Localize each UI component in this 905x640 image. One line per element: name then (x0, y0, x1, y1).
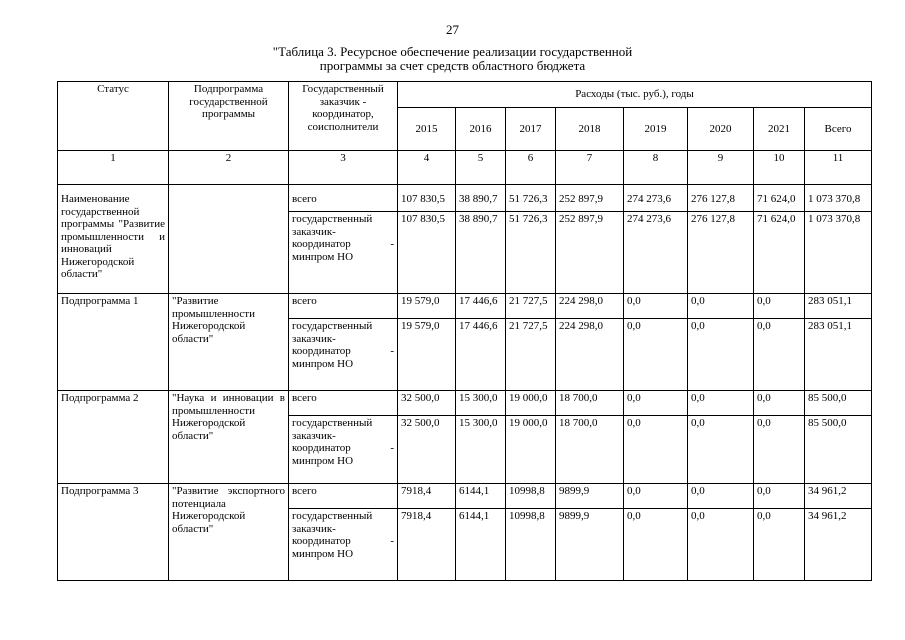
value-cell: 71 624,0 (754, 185, 805, 212)
status-cell: Подпрограмма 3 (58, 484, 169, 581)
column-number: 4 (398, 151, 456, 185)
total-cell: 283 051,1 (805, 319, 872, 391)
header-total: Всего (805, 108, 872, 151)
value-cell: 252 897,9 (556, 185, 624, 212)
value-cell: 274 273,6 (624, 212, 688, 294)
total-cell: 85 500,0 (805, 416, 872, 484)
value-cell: 0,0 (754, 319, 805, 391)
value-cell: 21 727,5 (506, 294, 556, 319)
value-cell: 0,0 (624, 391, 688, 416)
page-title (0, 45, 905, 73)
customer-cell: всего (289, 484, 398, 509)
value-cell: 276 127,8 (688, 185, 754, 212)
value-cell: 15 300,0 (456, 391, 506, 416)
value-cell: 0,0 (688, 319, 754, 391)
value-cell: 71 624,0 (754, 212, 805, 294)
value-cell: 18 700,0 (556, 416, 624, 484)
header-year: 2015 (398, 108, 456, 151)
table-row (58, 294, 872, 319)
value-cell: 38 890,7 (456, 212, 506, 294)
value-cell: 19 000,0 (506, 391, 556, 416)
subprogram-cell (169, 185, 289, 294)
column-number: 11 (805, 151, 872, 185)
column-number: 3 (289, 151, 398, 185)
column-number: 6 (506, 151, 556, 185)
value-cell: 10998,8 (506, 509, 556, 581)
value-cell: 19 579,0 (398, 294, 456, 319)
column-number: 9 (688, 151, 754, 185)
header-expenses: Расходы (тыс. руб.), годы (398, 82, 872, 108)
header-year: 2018 (556, 108, 624, 151)
value-cell: 10998,8 (506, 484, 556, 509)
column-number: 10 (754, 151, 805, 185)
header-status: Статус (58, 82, 169, 151)
column-number: 8 (624, 151, 688, 185)
value-cell: 32 500,0 (398, 391, 456, 416)
value-cell: 252 897,9 (556, 212, 624, 294)
header-year: 2020 (688, 108, 754, 151)
value-cell: 0,0 (624, 416, 688, 484)
value-cell: 0,0 (624, 319, 688, 391)
value-cell: 0,0 (754, 416, 805, 484)
subprogram-cell: "Наука и инновации в промышленности Нижегородской области" (169, 391, 289, 484)
value-cell: 19 000,0 (506, 416, 556, 484)
value-cell: 18 700,0 (556, 391, 624, 416)
value-cell: 276 127,8 (688, 212, 754, 294)
value-cell: 0,0 (688, 509, 754, 581)
value-cell: 0,0 (624, 484, 688, 509)
column-number: 1 (58, 151, 169, 185)
value-cell: 15 300,0 (456, 416, 506, 484)
column-number: 2 (169, 151, 289, 185)
status-cell: Подпрограмма 2 (58, 391, 169, 484)
value-cell: 0,0 (688, 484, 754, 509)
value-cell: 0,0 (624, 294, 688, 319)
table-row (58, 391, 872, 416)
resource-table (57, 81, 872, 581)
value-cell: 32 500,0 (398, 416, 456, 484)
header-year: 2021 (754, 108, 805, 151)
value-cell: 19 579,0 (398, 319, 456, 391)
customer-cell: всего (289, 294, 398, 319)
table-row (58, 484, 872, 509)
customer-cell: государственный заказчик-координатор - минпром НО (289, 509, 398, 581)
page-number: 27 (446, 22, 459, 37)
value-cell: 0,0 (688, 391, 754, 416)
header-subprogram: Подпрограмма государственной программы (169, 82, 289, 151)
value-cell: 107 830,5 (398, 185, 456, 212)
value-cell: 107 830,5 (398, 212, 456, 294)
customer-cell: всего (289, 185, 398, 212)
column-number: 5 (456, 151, 506, 185)
value-cell: 0,0 (754, 484, 805, 509)
header-year: 2016 (456, 108, 506, 151)
total-cell: 34 961,2 (805, 509, 872, 581)
value-cell: 0,0 (754, 391, 805, 416)
value-cell: 21 727,5 (506, 319, 556, 391)
total-cell: 1 073 370,8 (805, 185, 872, 212)
value-cell: 224 298,0 (556, 294, 624, 319)
value-cell: 224 298,0 (556, 319, 624, 391)
subprogram-cell: "Развитие экспортного потенциала Нижегородской области" (169, 484, 289, 581)
value-cell: 6144,1 (456, 509, 506, 581)
value-cell: 38 890,7 (456, 185, 506, 212)
customer-cell: государственный заказчик-координатор - минпром НО (289, 416, 398, 484)
column-number: 7 (556, 151, 624, 185)
header-year: 2019 (624, 108, 688, 151)
table-row (58, 185, 872, 212)
value-cell: 0,0 (754, 294, 805, 319)
value-cell: 7918,4 (398, 484, 456, 509)
value-cell: 9899,9 (556, 484, 624, 509)
header-year: 2017 (506, 108, 556, 151)
value-cell: 6144,1 (456, 484, 506, 509)
title-line-1: "Таблица 3. Ресурсное обеспечение реализации государственной (272, 44, 633, 59)
value-cell: 274 273,6 (624, 185, 688, 212)
customer-cell: государственный заказчик-координатор - минпром НО (289, 319, 398, 391)
header-customer: Государственный заказчик - координатор, соисполнители (289, 82, 398, 151)
total-cell: 283 051,1 (805, 294, 872, 319)
value-cell: 0,0 (754, 509, 805, 581)
status-cell: Наименование государственной программы "Развитие промышленности и инноваций Нижегородской области" (58, 185, 169, 294)
value-cell: 51 726,3 (506, 185, 556, 212)
title-line-2: программы за счет средств областного бюджета (319, 58, 586, 73)
value-cell: 0,0 (688, 416, 754, 484)
customer-cell: всего (289, 391, 398, 416)
total-cell: 1 073 370,8 (805, 212, 872, 294)
status-cell: Подпрограмма 1 (58, 294, 169, 391)
value-cell: 9899,9 (556, 509, 624, 581)
value-cell: 7918,4 (398, 509, 456, 581)
value-cell: 0,0 (688, 294, 754, 319)
total-cell: 34 961,2 (805, 484, 872, 509)
subprogram-cell: "Развитие промышленности Нижегородской области" (169, 294, 289, 391)
value-cell: 0,0 (624, 509, 688, 581)
customer-cell: государственный заказчик-координатор - минпром НО (289, 212, 398, 294)
value-cell: 17 446,6 (456, 319, 506, 391)
total-cell: 85 500,0 (805, 391, 872, 416)
value-cell: 17 446,6 (456, 294, 506, 319)
value-cell: 51 726,3 (506, 212, 556, 294)
